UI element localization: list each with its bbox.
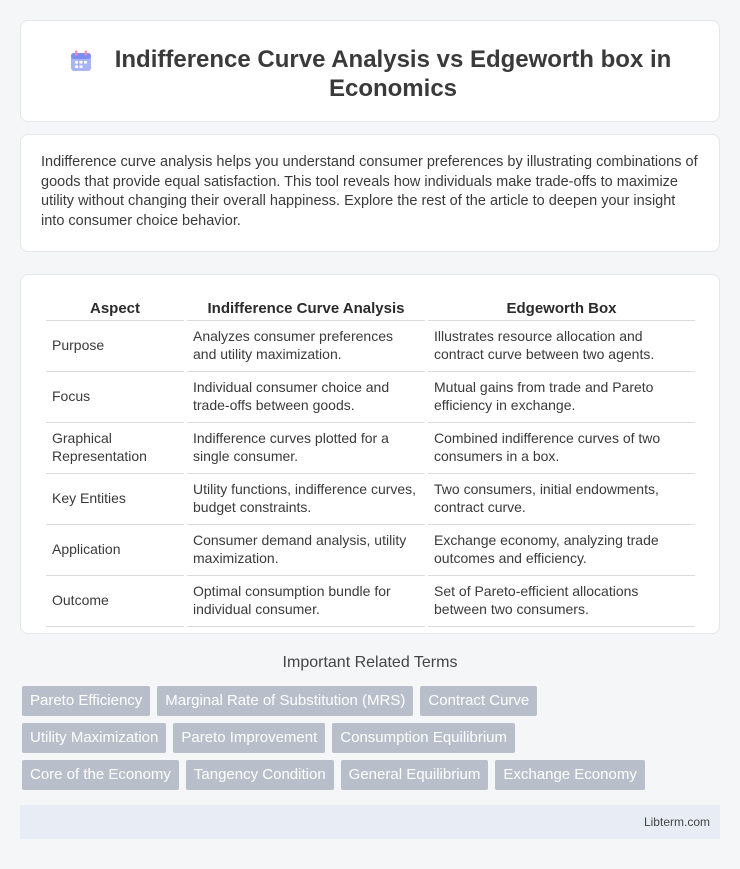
- intro-text: Indifference curve analysis helps you understand consumer preferences by illustrating combinations of goods that provide equal satisfaction. This tool reveals how individuals make trade-offs to maximize utility without changing their overall happiness. Explore the rest of the article to deepen your insight into consumer choice behavior.: [41, 154, 698, 229]
- table-row: [46, 576, 695, 627]
- page-title-line2: Economics: [328, 75, 458, 102]
- header-aspect: Aspect: [46, 295, 184, 321]
- cell-indifference-curve: Optimal consumption bundle for individual consumer.: [187, 576, 425, 627]
- cell-edgeworth-box: Combined indifference curves of two consumers in a box.: [428, 423, 695, 474]
- tag-exchange-economy[interactable]: Exchange Economy: [495, 760, 644, 790]
- cell-indifference-curve: Individual consumer choice and trade-offs between goods.: [187, 372, 425, 423]
- cell-indifference-curve: Analyzes consumer preferences and utility maximization.: [187, 321, 425, 372]
- cell-edgeworth-box: Set of Pareto-efficient allocations between two consumers.: [428, 576, 695, 627]
- table-row: [46, 372, 695, 423]
- cell-indifference-curve: Indifference curves plotted for a single consumer.: [187, 423, 425, 474]
- related-terms: [22, 686, 722, 797]
- tag-pareto-efficiency[interactable]: Pareto Efficiency: [22, 686, 150, 716]
- tag-pareto-improvement[interactable]: Pareto Improvement: [173, 723, 325, 753]
- cell-edgeworth-box: Illustrates resource allocation and contract curve between two agents.: [428, 321, 695, 372]
- table-row: [46, 321, 695, 372]
- page-title: [115, 45, 672, 103]
- table-header-row: [46, 295, 695, 321]
- tag-row: [22, 686, 722, 716]
- footer-site-link[interactable]: Libterm.com: [643, 815, 710, 829]
- cell-edgeworth-box: Exchange economy, analyzing trade outcomes and efficiency.: [428, 525, 695, 576]
- related-terms-title: Important Related Terms: [282, 654, 458, 671]
- tag-marginal-rate-of-substitution[interactable]: Marginal Rate of Substitution (MRS): [157, 686, 413, 716]
- intro-card: [20, 134, 720, 252]
- tag-contract-curve[interactable]: Contract Curve: [420, 686, 537, 716]
- calendar-icon: [69, 49, 93, 73]
- tag-general-equilibrium[interactable]: General Equilibrium: [341, 760, 489, 790]
- tag-row: [22, 723, 722, 753]
- cell-aspect: Focus: [46, 372, 184, 423]
- cell-aspect: Purpose: [46, 321, 184, 372]
- tag-core-of-the-economy[interactable]: Core of the Economy: [22, 760, 179, 790]
- title-card: [20, 20, 720, 122]
- comparison-card: [20, 274, 720, 634]
- cell-edgeworth-box: Mutual gains from trade and Pareto efficiency in exchange.: [428, 372, 695, 423]
- table-row: [46, 474, 695, 525]
- table-row: [46, 525, 695, 576]
- footer: [20, 805, 720, 839]
- title-wrap: [21, 21, 719, 103]
- tag-utility-maximization[interactable]: Utility Maximization: [22, 723, 166, 753]
- tag-consumption-equilibrium[interactable]: Consumption Equilibrium: [332, 723, 515, 753]
- tag-tangency-condition[interactable]: Tangency Condition: [186, 760, 334, 790]
- header-indifference-curve: Indifference Curve Analysis: [187, 295, 425, 321]
- comparison-table: [43, 295, 698, 627]
- cell-edgeworth-box: Two consumers, initial endowments, contract curve.: [428, 474, 695, 525]
- table-row: [46, 423, 695, 474]
- header-edgeworth-box: Edgeworth Box: [428, 295, 695, 321]
- cell-aspect: Application: [46, 525, 184, 576]
- cell-indifference-curve: Consumer demand analysis, utility maximization.: [187, 525, 425, 576]
- cell-aspect: Graphical Representation: [46, 423, 184, 474]
- tag-row: [22, 760, 722, 790]
- cell-indifference-curve: Utility functions, indifference curves, budget constraints.: [187, 474, 425, 525]
- cell-aspect: Outcome: [46, 576, 184, 627]
- page-title-line1: Indifference Curve Analysis vs Edgeworth box in: [114, 46, 672, 73]
- cell-aspect: Key Entities: [46, 474, 184, 525]
